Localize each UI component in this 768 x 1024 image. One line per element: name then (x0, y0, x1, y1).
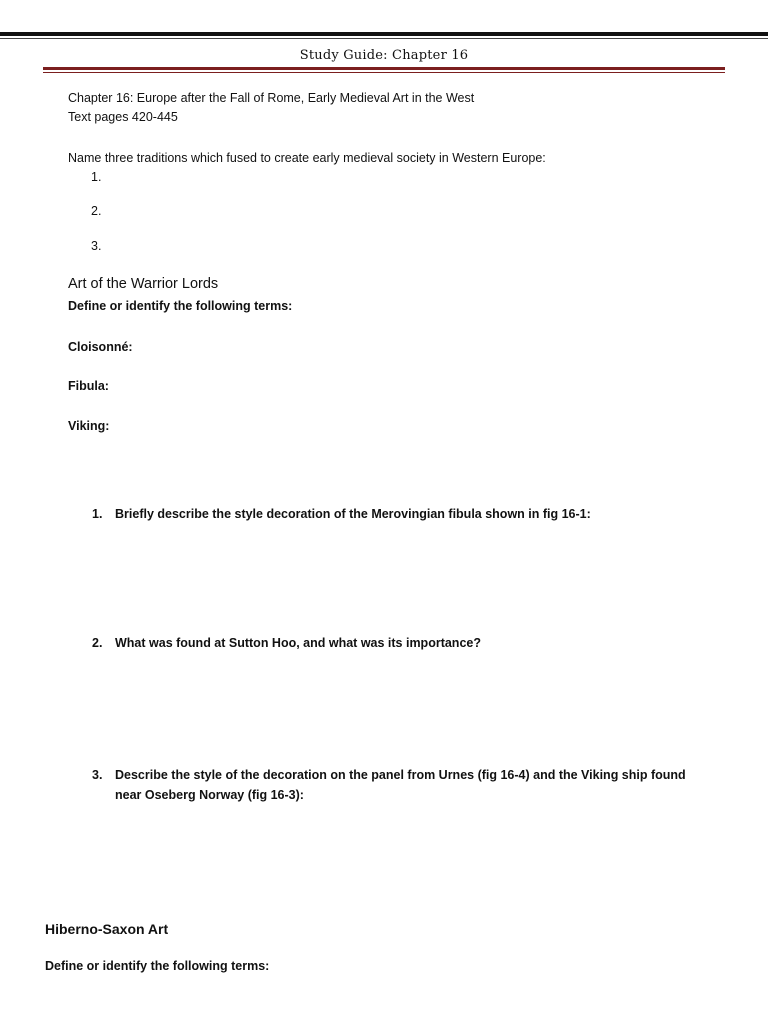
hiberno-terms-prompt: Define or identify the following terms: (45, 959, 270, 973)
question-3-number: 3. (92, 768, 103, 782)
traditions-item-3: 3. (91, 239, 102, 253)
term-cloisonne: Cloisonné: (68, 340, 133, 354)
question-2-number: 2. (92, 636, 103, 650)
traditions-prompt: Name three traditions which fused to create early medieval society in Western Europe: (68, 151, 546, 165)
term-fibula: Fibula: (68, 379, 109, 393)
chapter-line: Chapter 16: Europe after the Fall of Rome, Early Medieval Art in the West (68, 91, 475, 105)
header-rule-thin (43, 72, 725, 73)
header-title: Study Guide: Chapter 16 (299, 48, 469, 63)
header-rule-thick (43, 67, 725, 70)
term-viking: Viking: (68, 419, 110, 433)
traditions-item-1: 1. (91, 170, 102, 184)
question-2-text: What was found at Sutton Hoo, and what was its importance? (115, 636, 481, 650)
section-heading-hiberno-saxon: Hiberno-Saxon Art (45, 921, 169, 937)
traditions-item-2: 2. (91, 204, 102, 218)
top-border-thick (0, 32, 768, 36)
warrior-terms-prompt: Define or identify the following terms: (68, 299, 293, 313)
top-border-thin (0, 38, 768, 39)
section-heading-warrior-lords: Art of the Warrior Lords (68, 276, 219, 292)
question-1-number: 1. (92, 507, 103, 521)
question-3-text: Describe the style of the decoration on the panel from Urnes (fig 16-4) and the Viking ship found near Oseberg Norway (fig 16-3): (115, 768, 686, 802)
question-1-text: Briefly describe the style decoration of the Merovingian fibula shown in fig 16-1: (115, 507, 591, 521)
pages-line: Text pages 420-445 (68, 110, 178, 124)
